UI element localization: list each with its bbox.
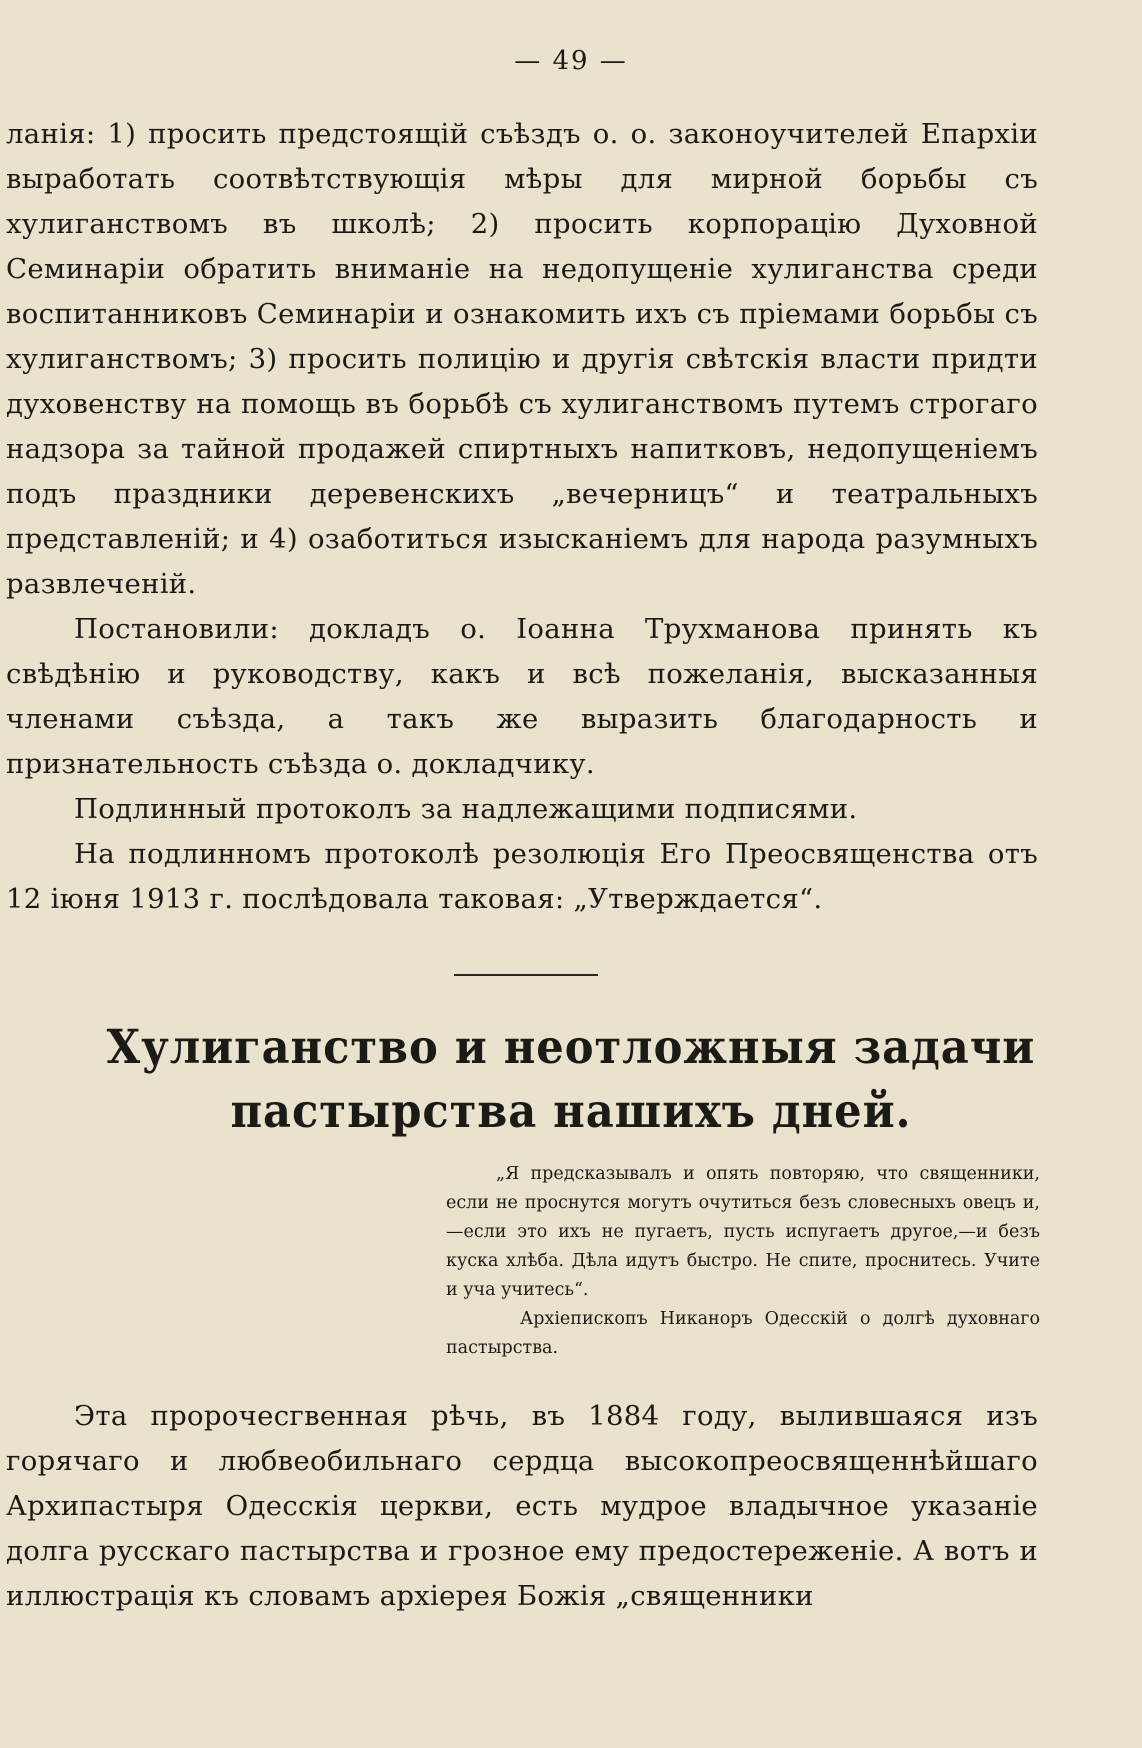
page-number: — 49 — [514, 46, 628, 76]
article-text [6, 1394, 1038, 1619]
epigraph-quote: „Я предсказывалъ и опять повторяю, что священники, если не проснутся могутъ очутиться безъ словесныхъ овецъ и,—если это ихъ не пугаетъ, пусть испугаетъ другое,—и безъ куска хлѣба. Дѣла идутъ быстро. Не спите, проснитесь. Учите и уча учитесь“. [446, 1164, 1040, 1300]
paragraph: На подлинномъ протоколѣ резолюція Его Преосвященства отъ 12 іюня 1913 г. послѣдовала таковая: „Утверждается“. [6, 838, 1038, 915]
epigraph [446, 1160, 1040, 1363]
paragraph: ланія: 1) просить предстоящій съѣздъ о. о. законоучителей Епархіи выработать соотвѣтствующія мѣры для мирной борьбы съ хулиганствомъ въ школѣ; 2) просить корпорацію Духовной Семинаріи обратить вниманіе на недопущеніе хулиганства среди воспитанниковъ Семинаріи и ознакомить ихъ съ пріемами борьбы съ хулиганствомъ; 3) просить полицію и другія свѣтскія власти придти духовенству на помощь въ борьбѣ съ хулиганствомъ путемъ строгаго надзора за тайной продажей спиртныхъ напитковъ, недопущеніемъ подъ праздники деревенскихъ „вечерницъ“ и театральныхъ представленій; и 4) озаботиться изысканіемъ для народа разумныхъ развлеченій. [6, 118, 1038, 600]
article-title: Хулиганство и неотложныя задачи пастырства нашихъ дней. [106, 1020, 1036, 1139]
epigraph-attribution: Архіепископъ Никаноръ Одесскій о долгѣ духовнаго пастырства. [446, 1309, 1040, 1358]
paragraph: Постановили: докладъ о. Іоанна Трухманова принять къ свѣдѣнію и руководству, какъ и всѣ пожеланія, высказанныя членами съѣзда, а такъ же выразить благодарность и признательность съѣзда о. докладчику. [6, 613, 1038, 780]
paragraph: Эта пророчесгвенная рѣчь, въ 1884 году, вылившаяся изъ горячаго и любвеобильнаго сердца высокопреосвященнѣйшаго Архипастыря Одесскія церкви, есть мудрое владычное указаніе долга русскаго пастырства и грозное ему предостереженіе. А вотъ и иллюстрація къ словамъ архіерея Божія „священники [6, 1400, 1038, 1612]
protocol-text [6, 112, 1038, 922]
paragraph: Подлинный протоколъ за надлежащими подписями. [74, 793, 858, 825]
section-divider [454, 974, 598, 976]
